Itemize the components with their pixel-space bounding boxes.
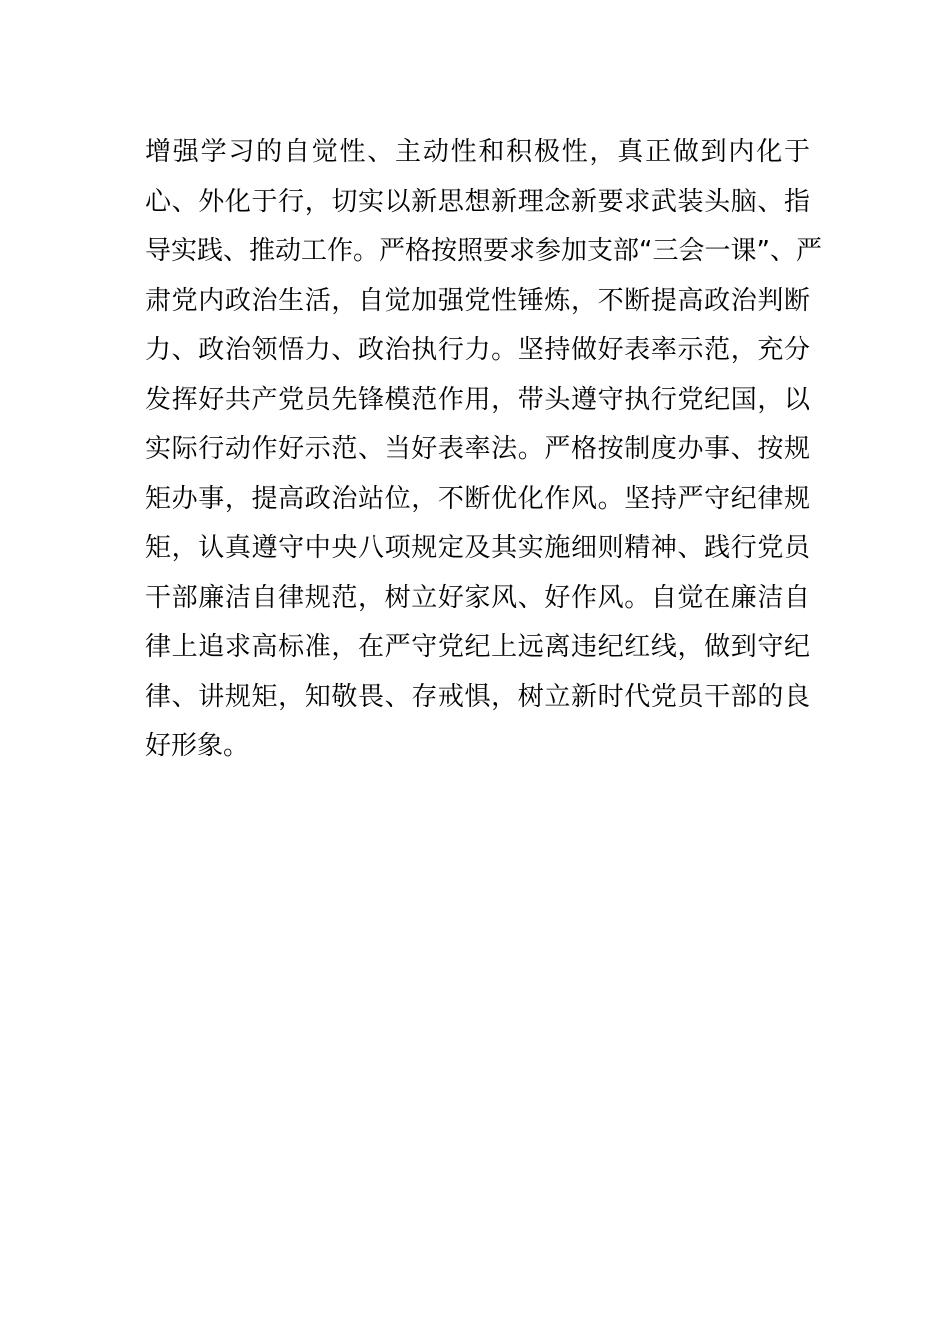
paragraph-line: 实际行动作好示范、当好表率法。严格按制度办事、按规 [145, 434, 810, 464]
paragraph-line: 发挥好共产党员先锋模范作用，带头遵守执行党纪国，以 [145, 384, 810, 415]
paragraph-line: 增强学习的自觉性、主动性和积极性，真正做到内化于 [145, 137, 810, 167]
paragraph-line: 矩，认真遵守中央八项规定及其实施细则精神、践行党员 [145, 533, 810, 563]
paragraph-line: 干部廉洁自律规范，树立好家风、好作风。自觉在廉洁自 [145, 582, 810, 613]
paragraph-line: 矩办事，提高政治站位，不断优化作风。坚持严守纪律规 [145, 483, 810, 514]
paragraph-line: 律、讲规矩，知敬畏、存戒惧，树立新时代党员干部的良 [145, 681, 810, 712]
paragraph-line: 力、政治领悟力、政治执行力。坚持做好表率示范，充分 [145, 335, 810, 365]
paragraph-line: 心、外化于行，切实以新思想新理念新要求武装头脑、指 [145, 186, 810, 217]
paragraph-line: 律上追求高标准，在严守党纪上远离违纪红线，做到守纪 [145, 632, 810, 662]
body-paragraph [145, 128, 822, 772]
paragraph-line: 导实践、推动工作。严格按照要求参加支部“三会一课”、严 [145, 236, 822, 266]
paragraph-line: 肃党内政治生活，自觉加强党性锤炼，不断提高政治判断 [145, 285, 810, 316]
paragraph-line: 好形象。 [145, 731, 250, 761]
